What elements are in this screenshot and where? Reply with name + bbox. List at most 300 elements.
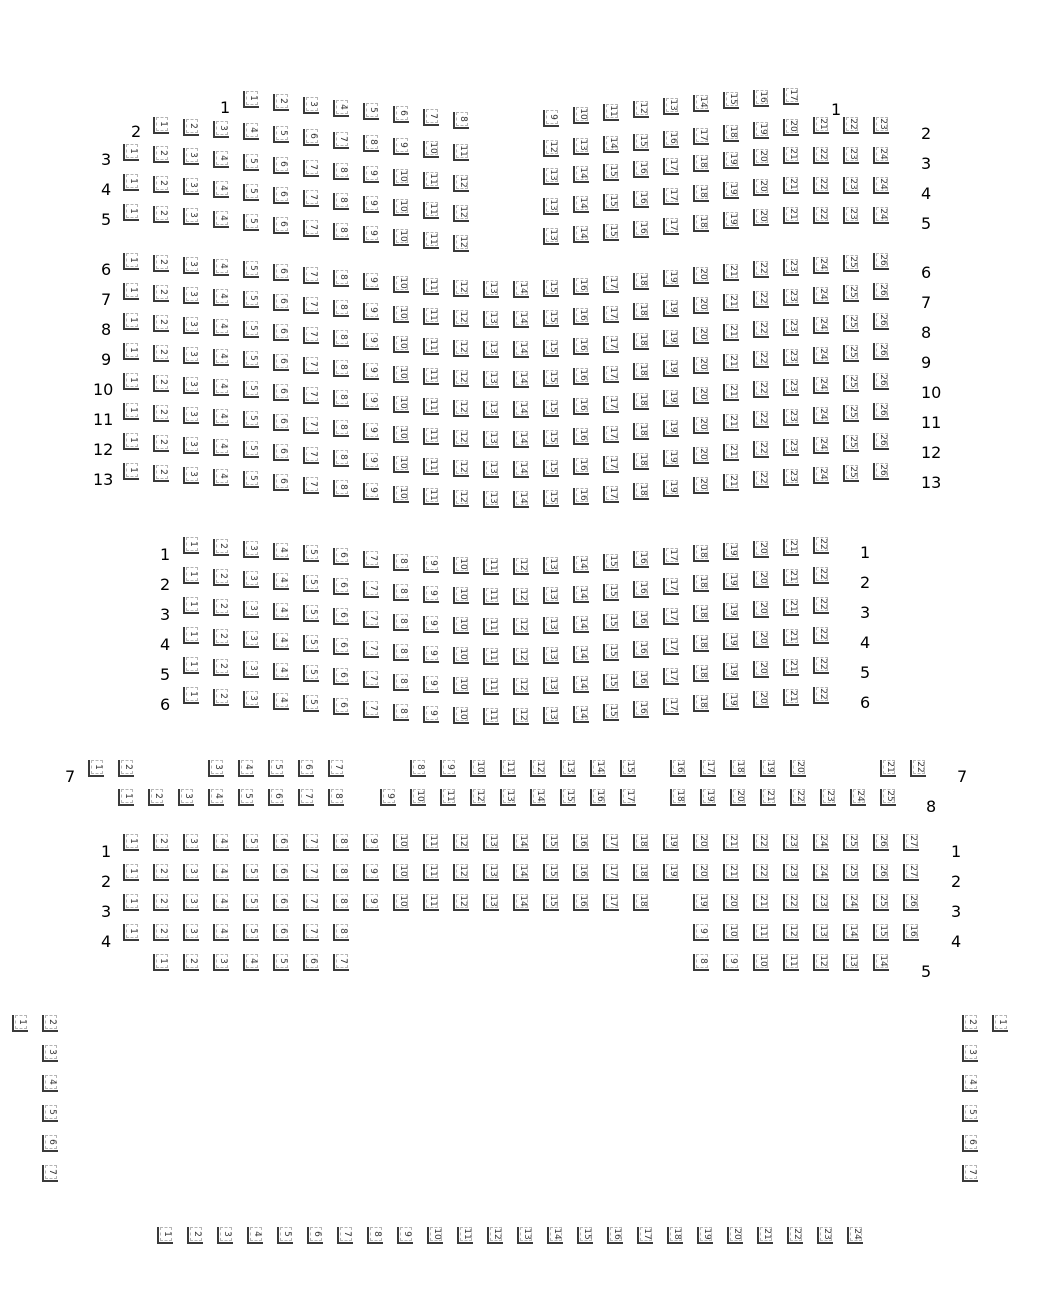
- seat[interactable]: [243, 441, 259, 458]
- seat[interactable]: [303, 605, 319, 622]
- seat[interactable]: [423, 488, 439, 505]
- seat[interactable]: [243, 661, 259, 678]
- seat[interactable]: [560, 789, 576, 806]
- seat[interactable]: [663, 360, 679, 377]
- seat[interactable]: [88, 760, 104, 777]
- seat[interactable]: [603, 164, 619, 181]
- seat[interactable]: [663, 864, 679, 881]
- seat[interactable]: [573, 138, 589, 155]
- seat[interactable]: [693, 155, 709, 172]
- seat[interactable]: [843, 315, 859, 332]
- seat[interactable]: [783, 599, 799, 616]
- seat[interactable]: [873, 207, 889, 224]
- seat[interactable]: [42, 1135, 58, 1152]
- seat[interactable]: [910, 760, 926, 777]
- seat[interactable]: [333, 698, 349, 715]
- seat[interactable]: [843, 117, 859, 134]
- seat[interactable]: [333, 894, 349, 911]
- seat[interactable]: [183, 377, 199, 394]
- seat[interactable]: [573, 864, 589, 881]
- seat[interactable]: [543, 864, 559, 881]
- seat[interactable]: [153, 405, 169, 422]
- seat[interactable]: [753, 441, 769, 458]
- seat[interactable]: [213, 319, 229, 336]
- seat[interactable]: [303, 894, 319, 911]
- seat[interactable]: [393, 426, 409, 443]
- seat[interactable]: [273, 414, 289, 431]
- seat[interactable]: [723, 125, 739, 142]
- seat[interactable]: [820, 789, 836, 806]
- seat[interactable]: [423, 706, 439, 723]
- seat[interactable]: [123, 313, 139, 330]
- seat[interactable]: [183, 257, 199, 274]
- seat[interactable]: [513, 558, 529, 575]
- seat[interactable]: [393, 644, 409, 661]
- seat[interactable]: [633, 101, 649, 118]
- seat[interactable]: [238, 789, 254, 806]
- seat[interactable]: [243, 541, 259, 558]
- seat[interactable]: [723, 182, 739, 199]
- seat[interactable]: [303, 97, 319, 114]
- seat[interactable]: [873, 343, 889, 360]
- seat[interactable]: [183, 317, 199, 334]
- seat[interactable]: [573, 278, 589, 295]
- seat[interactable]: [543, 430, 559, 447]
- seat[interactable]: [843, 834, 859, 851]
- seat[interactable]: [483, 401, 499, 418]
- seat[interactable]: [363, 135, 379, 152]
- seat[interactable]: [213, 689, 229, 706]
- seat[interactable]: [393, 554, 409, 571]
- seat[interactable]: [183, 567, 199, 584]
- seat[interactable]: [423, 458, 439, 475]
- seat[interactable]: [393, 486, 409, 503]
- seat[interactable]: [423, 308, 439, 325]
- seat[interactable]: [453, 677, 469, 694]
- seat[interactable]: [183, 834, 199, 851]
- seat[interactable]: [813, 687, 829, 704]
- seat[interactable]: [663, 420, 679, 437]
- seat[interactable]: [603, 224, 619, 241]
- seat[interactable]: [813, 147, 829, 164]
- seat[interactable]: [603, 644, 619, 661]
- seat[interactable]: [723, 92, 739, 109]
- seat[interactable]: [843, 255, 859, 272]
- seat[interactable]: [543, 557, 559, 574]
- seat[interactable]: [423, 676, 439, 693]
- seat[interactable]: [213, 954, 229, 971]
- seat[interactable]: [843, 954, 859, 971]
- seat[interactable]: [723, 294, 739, 311]
- seat[interactable]: [483, 311, 499, 328]
- seat[interactable]: [393, 366, 409, 383]
- seat[interactable]: [620, 789, 636, 806]
- seat[interactable]: [183, 437, 199, 454]
- seat[interactable]: [813, 597, 829, 614]
- seat[interactable]: [783, 177, 799, 194]
- seat[interactable]: [363, 581, 379, 598]
- seat[interactable]: [543, 490, 559, 507]
- seat[interactable]: [603, 426, 619, 443]
- seat[interactable]: [633, 864, 649, 881]
- seat[interactable]: [333, 954, 349, 971]
- seat[interactable]: [303, 220, 319, 237]
- seat[interactable]: [333, 360, 349, 377]
- seat[interactable]: [393, 169, 409, 186]
- seat[interactable]: [153, 864, 169, 881]
- seat[interactable]: [483, 648, 499, 665]
- seat[interactable]: [123, 174, 139, 191]
- seat[interactable]: [843, 435, 859, 452]
- seat[interactable]: [843, 375, 859, 392]
- seat[interactable]: [410, 789, 426, 806]
- seat[interactable]: [213, 289, 229, 306]
- seat[interactable]: [783, 629, 799, 646]
- seat[interactable]: [873, 373, 889, 390]
- seat[interactable]: [723, 693, 739, 710]
- seat[interactable]: [118, 760, 134, 777]
- seat[interactable]: [723, 894, 739, 911]
- seat[interactable]: [753, 471, 769, 488]
- seat[interactable]: [693, 924, 709, 941]
- seat[interactable]: [273, 354, 289, 371]
- seat[interactable]: [513, 431, 529, 448]
- seat[interactable]: [453, 310, 469, 327]
- seat[interactable]: [753, 631, 769, 648]
- seat[interactable]: [453, 617, 469, 634]
- seat[interactable]: [42, 1015, 58, 1032]
- seat[interactable]: [453, 894, 469, 911]
- seat[interactable]: [183, 178, 199, 195]
- seat[interactable]: [423, 864, 439, 881]
- seat[interactable]: [393, 584, 409, 601]
- seat[interactable]: [213, 439, 229, 456]
- seat[interactable]: [723, 354, 739, 371]
- seat[interactable]: [213, 259, 229, 276]
- seat[interactable]: [730, 789, 746, 806]
- seat[interactable]: [873, 403, 889, 420]
- seat[interactable]: [393, 704, 409, 721]
- seat[interactable]: [723, 573, 739, 590]
- seat[interactable]: [573, 458, 589, 475]
- seat[interactable]: [333, 638, 349, 655]
- seat[interactable]: [453, 235, 469, 252]
- seat[interactable]: [663, 480, 679, 497]
- seat[interactable]: [513, 401, 529, 418]
- seat[interactable]: [393, 199, 409, 216]
- seat[interactable]: [303, 327, 319, 344]
- seat[interactable]: [633, 273, 649, 290]
- seat[interactable]: [813, 377, 829, 394]
- seat[interactable]: [453, 205, 469, 222]
- seat[interactable]: [333, 270, 349, 287]
- seat[interactable]: [333, 450, 349, 467]
- seat[interactable]: [333, 864, 349, 881]
- seat[interactable]: [153, 255, 169, 272]
- seat[interactable]: [637, 1227, 653, 1244]
- seat[interactable]: [303, 635, 319, 652]
- seat[interactable]: [573, 834, 589, 851]
- seat[interactable]: [148, 789, 164, 806]
- seat[interactable]: [273, 217, 289, 234]
- seat[interactable]: [213, 539, 229, 556]
- seat[interactable]: [423, 278, 439, 295]
- seat[interactable]: [333, 193, 349, 210]
- seat[interactable]: [633, 611, 649, 628]
- seat[interactable]: [543, 140, 559, 157]
- seat[interactable]: [123, 894, 139, 911]
- seat[interactable]: [393, 276, 409, 293]
- seat[interactable]: [813, 537, 829, 554]
- seat[interactable]: [723, 212, 739, 229]
- seat[interactable]: [670, 789, 686, 806]
- seat[interactable]: [843, 924, 859, 941]
- seat[interactable]: [783, 539, 799, 556]
- seat[interactable]: [693, 327, 709, 344]
- seat[interactable]: [813, 317, 829, 334]
- seat[interactable]: [633, 221, 649, 238]
- seat[interactable]: [603, 894, 619, 911]
- seat[interactable]: [483, 558, 499, 575]
- seat[interactable]: [753, 541, 769, 558]
- seat[interactable]: [393, 396, 409, 413]
- seat[interactable]: [670, 760, 686, 777]
- seat[interactable]: [873, 924, 889, 941]
- seat[interactable]: [753, 834, 769, 851]
- seat[interactable]: [453, 400, 469, 417]
- seat[interactable]: [123, 144, 139, 161]
- seat[interactable]: [483, 708, 499, 725]
- seat[interactable]: [243, 291, 259, 308]
- seat[interactable]: [273, 187, 289, 204]
- seat[interactable]: [513, 281, 529, 298]
- seat[interactable]: [453, 557, 469, 574]
- seat[interactable]: [783, 119, 799, 136]
- seat[interactable]: [693, 95, 709, 112]
- seat[interactable]: [693, 665, 709, 682]
- seat[interactable]: [573, 166, 589, 183]
- seat[interactable]: [513, 371, 529, 388]
- seat[interactable]: [153, 206, 169, 223]
- seat[interactable]: [693, 387, 709, 404]
- seat[interactable]: [213, 629, 229, 646]
- seat[interactable]: [783, 319, 799, 336]
- seat[interactable]: [723, 543, 739, 560]
- seat[interactable]: [303, 545, 319, 562]
- seat[interactable]: [723, 603, 739, 620]
- seat[interactable]: [213, 659, 229, 676]
- seat[interactable]: [213, 599, 229, 616]
- seat[interactable]: [513, 648, 529, 665]
- seat[interactable]: [183, 407, 199, 424]
- seat[interactable]: [603, 456, 619, 473]
- seat[interactable]: [483, 341, 499, 358]
- seat[interactable]: [273, 633, 289, 650]
- seat[interactable]: [813, 894, 829, 911]
- seat[interactable]: [217, 1227, 233, 1244]
- seat[interactable]: [603, 136, 619, 153]
- seat[interactable]: [153, 285, 169, 302]
- seat[interactable]: [440, 760, 456, 777]
- seat[interactable]: [543, 370, 559, 387]
- seat[interactable]: [243, 91, 259, 108]
- seat[interactable]: [363, 551, 379, 568]
- seat[interactable]: [273, 444, 289, 461]
- seat[interactable]: [513, 491, 529, 508]
- seat[interactable]: [153, 924, 169, 941]
- seat[interactable]: [453, 112, 469, 129]
- seat[interactable]: [513, 678, 529, 695]
- seat[interactable]: [453, 144, 469, 161]
- seat[interactable]: [880, 789, 896, 806]
- seat[interactable]: [760, 760, 776, 777]
- seat[interactable]: [393, 106, 409, 123]
- seat[interactable]: [760, 789, 776, 806]
- seat[interactable]: [393, 229, 409, 246]
- seat[interactable]: [873, 834, 889, 851]
- seat[interactable]: [243, 601, 259, 618]
- seat[interactable]: [513, 311, 529, 328]
- seat[interactable]: [123, 403, 139, 420]
- seat[interactable]: [328, 789, 344, 806]
- seat[interactable]: [843, 465, 859, 482]
- seat[interactable]: [783, 864, 799, 881]
- seat[interactable]: [423, 109, 439, 126]
- seat[interactable]: [42, 1105, 58, 1122]
- seat[interactable]: [303, 834, 319, 851]
- seat[interactable]: [273, 324, 289, 341]
- seat[interactable]: [423, 428, 439, 445]
- seat[interactable]: [663, 698, 679, 715]
- seat[interactable]: [813, 954, 829, 971]
- seat[interactable]: [243, 471, 259, 488]
- seat[interactable]: [543, 168, 559, 185]
- seat[interactable]: [333, 300, 349, 317]
- seat[interactable]: [213, 469, 229, 486]
- seat[interactable]: [273, 894, 289, 911]
- seat[interactable]: [157, 1227, 173, 1244]
- seat[interactable]: [307, 1227, 323, 1244]
- seat[interactable]: [633, 134, 649, 151]
- seat[interactable]: [363, 393, 379, 410]
- seat[interactable]: [663, 390, 679, 407]
- seat[interactable]: [663, 131, 679, 148]
- seat[interactable]: [208, 789, 224, 806]
- seat[interactable]: [470, 760, 486, 777]
- seat[interactable]: [483, 491, 499, 508]
- seat[interactable]: [42, 1165, 58, 1182]
- seat[interactable]: [753, 351, 769, 368]
- seat[interactable]: [753, 321, 769, 338]
- seat[interactable]: [393, 834, 409, 851]
- seat[interactable]: [513, 834, 529, 851]
- seat[interactable]: [962, 1045, 978, 1062]
- seat[interactable]: [243, 924, 259, 941]
- seat[interactable]: [693, 185, 709, 202]
- seat[interactable]: [273, 924, 289, 941]
- seat[interactable]: [603, 674, 619, 691]
- seat[interactable]: [753, 90, 769, 107]
- seat[interactable]: [243, 261, 259, 278]
- seat[interactable]: [753, 601, 769, 618]
- seat[interactable]: [238, 760, 254, 777]
- seat[interactable]: [123, 864, 139, 881]
- seat[interactable]: [573, 488, 589, 505]
- seat[interactable]: [243, 351, 259, 368]
- seat[interactable]: [633, 834, 649, 851]
- seat[interactable]: [12, 1015, 28, 1032]
- seat[interactable]: [500, 789, 516, 806]
- seat[interactable]: [453, 707, 469, 724]
- seat[interactable]: [663, 834, 679, 851]
- seat[interactable]: [483, 618, 499, 635]
- seat[interactable]: [543, 228, 559, 245]
- seat[interactable]: [363, 103, 379, 120]
- seat[interactable]: [693, 954, 709, 971]
- seat[interactable]: [380, 789, 396, 806]
- seat[interactable]: [303, 864, 319, 881]
- seat[interactable]: [153, 176, 169, 193]
- seat[interactable]: [850, 789, 866, 806]
- seat[interactable]: [843, 177, 859, 194]
- seat[interactable]: [333, 223, 349, 240]
- seat[interactable]: [543, 617, 559, 634]
- seat[interactable]: [363, 453, 379, 470]
- seat[interactable]: [573, 706, 589, 723]
- seat[interactable]: [243, 631, 259, 648]
- seat[interactable]: [573, 556, 589, 573]
- seat[interactable]: [573, 196, 589, 213]
- seat[interactable]: [183, 687, 199, 704]
- seat[interactable]: [663, 98, 679, 115]
- seat[interactable]: [603, 486, 619, 503]
- seat[interactable]: [243, 381, 259, 398]
- seat[interactable]: [187, 1227, 203, 1244]
- seat[interactable]: [423, 338, 439, 355]
- seat[interactable]: [393, 306, 409, 323]
- seat[interactable]: [363, 363, 379, 380]
- seat[interactable]: [962, 1165, 978, 1182]
- seat[interactable]: [243, 864, 259, 881]
- seat[interactable]: [333, 548, 349, 565]
- seat[interactable]: [303, 129, 319, 146]
- seat[interactable]: [603, 366, 619, 383]
- seat[interactable]: [843, 864, 859, 881]
- seat[interactable]: [783, 569, 799, 586]
- seat[interactable]: [183, 119, 199, 136]
- seat[interactable]: [753, 381, 769, 398]
- seat[interactable]: [873, 463, 889, 480]
- seat[interactable]: [783, 659, 799, 676]
- seat[interactable]: [573, 308, 589, 325]
- seat[interactable]: [693, 477, 709, 494]
- seat[interactable]: [962, 1075, 978, 1092]
- seat[interactable]: [813, 177, 829, 194]
- seat[interactable]: [513, 618, 529, 635]
- seat[interactable]: [813, 627, 829, 644]
- seat[interactable]: [268, 760, 284, 777]
- seat[interactable]: [213, 864, 229, 881]
- seat[interactable]: [153, 954, 169, 971]
- seat[interactable]: [393, 894, 409, 911]
- seat[interactable]: [273, 573, 289, 590]
- seat[interactable]: [423, 834, 439, 851]
- seat[interactable]: [663, 450, 679, 467]
- seat[interactable]: [813, 347, 829, 364]
- seat[interactable]: [333, 578, 349, 595]
- seat[interactable]: [753, 122, 769, 139]
- seat[interactable]: [783, 834, 799, 851]
